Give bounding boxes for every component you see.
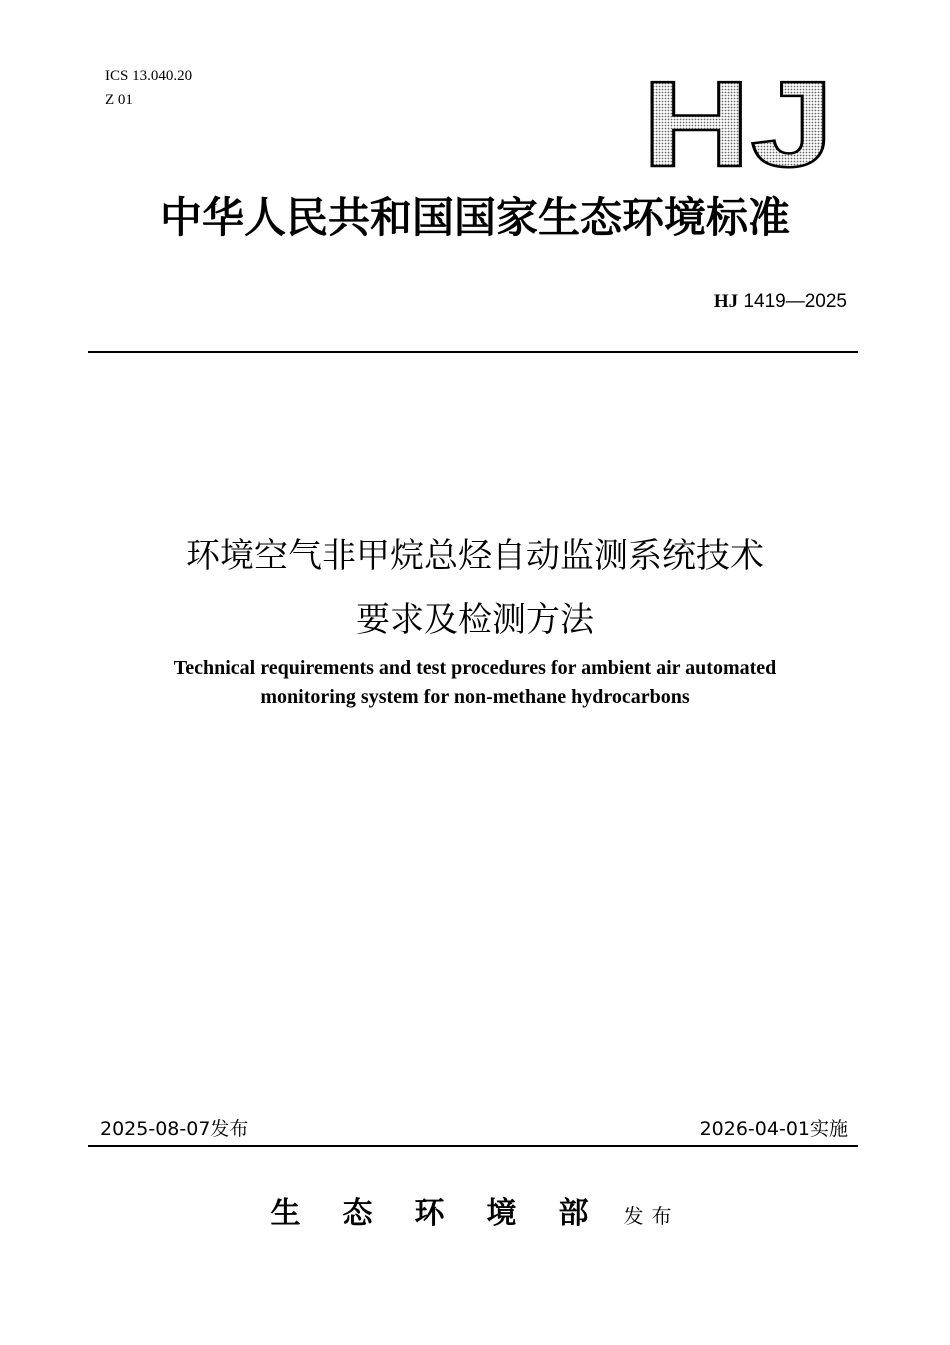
ics-code: ICS 13.040.20 [105,68,193,84]
publisher-line [0,1188,950,1232]
title-en-line-1: Technical requirements and test procedures for ambient air automated [173,657,777,679]
title-en-line-2: monitoring system for non-methane hydrocarbons [260,686,690,708]
publisher-action: 发布 [623,1204,680,1228]
bottom-divider [88,1145,858,1147]
hj-logo-text: HJ [642,70,834,170]
hj-logo [640,70,840,170]
issue-date: 2025-08-07发布 [100,1118,249,1140]
standard-code: 1419—2025 [743,291,847,312]
title-cn-line-1: 环境空气非甲烷总烃自动监测系统技术 [186,536,764,576]
title-cn-line-2: 要求及检测方法 [356,600,594,640]
ics-block [105,64,192,112]
standard-prefix: HJ [713,291,739,312]
classification-code: Z 01 [105,92,133,108]
top-divider [88,351,858,353]
issuing-authority-title: 中华人民共和国国家生态环境标准 [159,193,790,242]
standard-number [714,288,847,316]
publisher-department: 生态环境部 [270,1196,631,1231]
implementation-date: 2026-04-01实施 [699,1118,848,1140]
